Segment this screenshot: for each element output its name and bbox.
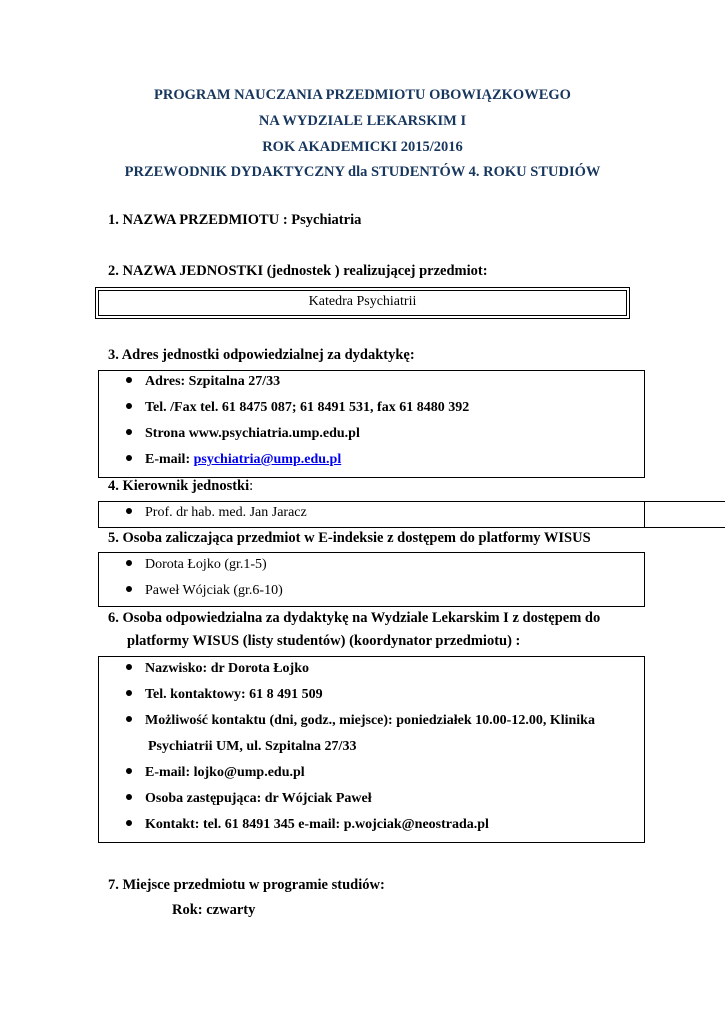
section-2-title: 2. NAZWA JEDNOSTKI (jednostek ) realizującej przedmiot: <box>108 263 488 279</box>
deputy-text: Osoba zastępująca: dr Wójciak Paweł <box>145 791 372 806</box>
section-4-title <box>108 478 253 495</box>
section-1-title: 1. NAZWA PRZEDMIOTU : Psychiatria <box>108 212 362 228</box>
website-text: Strona www.psychiatria.ump.edu.pl <box>145 426 360 441</box>
unit-box <box>95 287 630 319</box>
bullet-icon <box>126 560 132 566</box>
website-item <box>126 426 360 442</box>
bullet-icon <box>126 377 132 383</box>
bullet-icon <box>126 429 132 435</box>
bullet-icon <box>126 508 132 514</box>
section-5-title: 5. Osoba zaliczająca przedmiot w E-indeksie z dostępem do platformy WISUS <box>108 530 591 546</box>
header-line-2: NA WYDZIALE LEKARSKIM I <box>258 113 467 129</box>
address-item <box>126 374 280 390</box>
section-6-title-line-2: platformy WISUS (listy studentów) (koordynator przedmiotu) : <box>127 633 521 649</box>
section-4-title-text: 4. Kierownik jednostki <box>108 478 250 494</box>
email-label: E-mail: <box>145 452 194 467</box>
coordinator-email-item <box>126 765 305 781</box>
deputy-contact-text: Kontakt: tel. 61 8491 345 e-mail: p.wojciak@neostrada.pl <box>145 817 489 832</box>
unit-name: Katedra Psychiatrii <box>308 294 417 309</box>
section-4-colon: : <box>249 478 254 494</box>
bullet-icon <box>126 794 132 800</box>
header-line-1: PROGRAM NAUCZANIA PRZEDMIOTU OBOWIĄZKOWEGO <box>154 87 571 103</box>
grader-item-1 <box>126 557 267 573</box>
email-link[interactable]: psychiatria@ump.edu.pl <box>193 452 342 467</box>
bullet-icon <box>126 820 132 826</box>
coordinator-name-item <box>126 661 309 677</box>
section-6-title-line-1: 6. Osoba odpowiedzialna za dydaktykę na Wydziale Lekarskim I z dostępem do <box>108 610 601 626</box>
bullet-icon <box>126 768 132 774</box>
bullet-icon <box>126 455 132 461</box>
section-7-title: 7. Miejsce przedmiotu w programie studiów: <box>108 877 385 893</box>
header-line-3: ROK AKADEMICKI 2015/2016 <box>262 139 463 155</box>
coordinator-email-text: E-mail: lojko@ump.edu.pl <box>145 765 305 780</box>
coordinator-name-text: Nazwisko: dr Dorota Łojko <box>145 661 309 676</box>
section-3-title: 3. Adres jednostki odpowiedzialnej za dydaktykę: <box>108 347 415 363</box>
grader-2-text: Paweł Wójciak (gr.6-10) <box>145 583 283 598</box>
bullet-icon <box>126 586 132 592</box>
bullet-icon <box>126 690 132 696</box>
deputy-contact-item <box>126 817 489 833</box>
coordinator-contact-item <box>126 713 595 729</box>
coordinator-contact-text: Możliwość kontaktu (dni, godz., miejsce): poniedziałek 10.00-12.00, Klinika <box>145 713 595 728</box>
address-text: Adres: Szpitalna 27/33 <box>145 374 281 389</box>
coordinator-contact-continuation: Psychiatrii UM, ul. Szpitalna 27/33 <box>148 739 357 754</box>
head-item <box>126 505 307 521</box>
bullet-icon <box>126 403 132 409</box>
phone-text: Tel. /Fax tel. 61 8475 087; 61 8491 531, fax 61 8480 392 <box>145 400 470 415</box>
bullet-icon <box>126 664 132 670</box>
head-box-extension <box>644 501 725 528</box>
header-line-4: PRZEWODNIK DYDAKTYCZNY dla STUDENTÓW 4. ROKU STUDIÓW <box>124 164 601 180</box>
grader-item-2 <box>126 583 283 599</box>
coordinator-phone-text: Tel. kontaktowy: 61 8 491 509 <box>145 687 323 702</box>
coordinator-phone-item <box>126 687 323 703</box>
phone-item <box>126 400 469 416</box>
grader-1-text: Dorota Łojko (gr.1-5) <box>145 557 267 572</box>
email-item <box>126 452 341 468</box>
head-text: Prof. dr hab. med. Jan Jaracz <box>145 505 307 520</box>
bullet-icon <box>126 716 132 722</box>
study-year: Rok: czwarty <box>172 902 256 918</box>
deputy-item <box>126 791 372 807</box>
